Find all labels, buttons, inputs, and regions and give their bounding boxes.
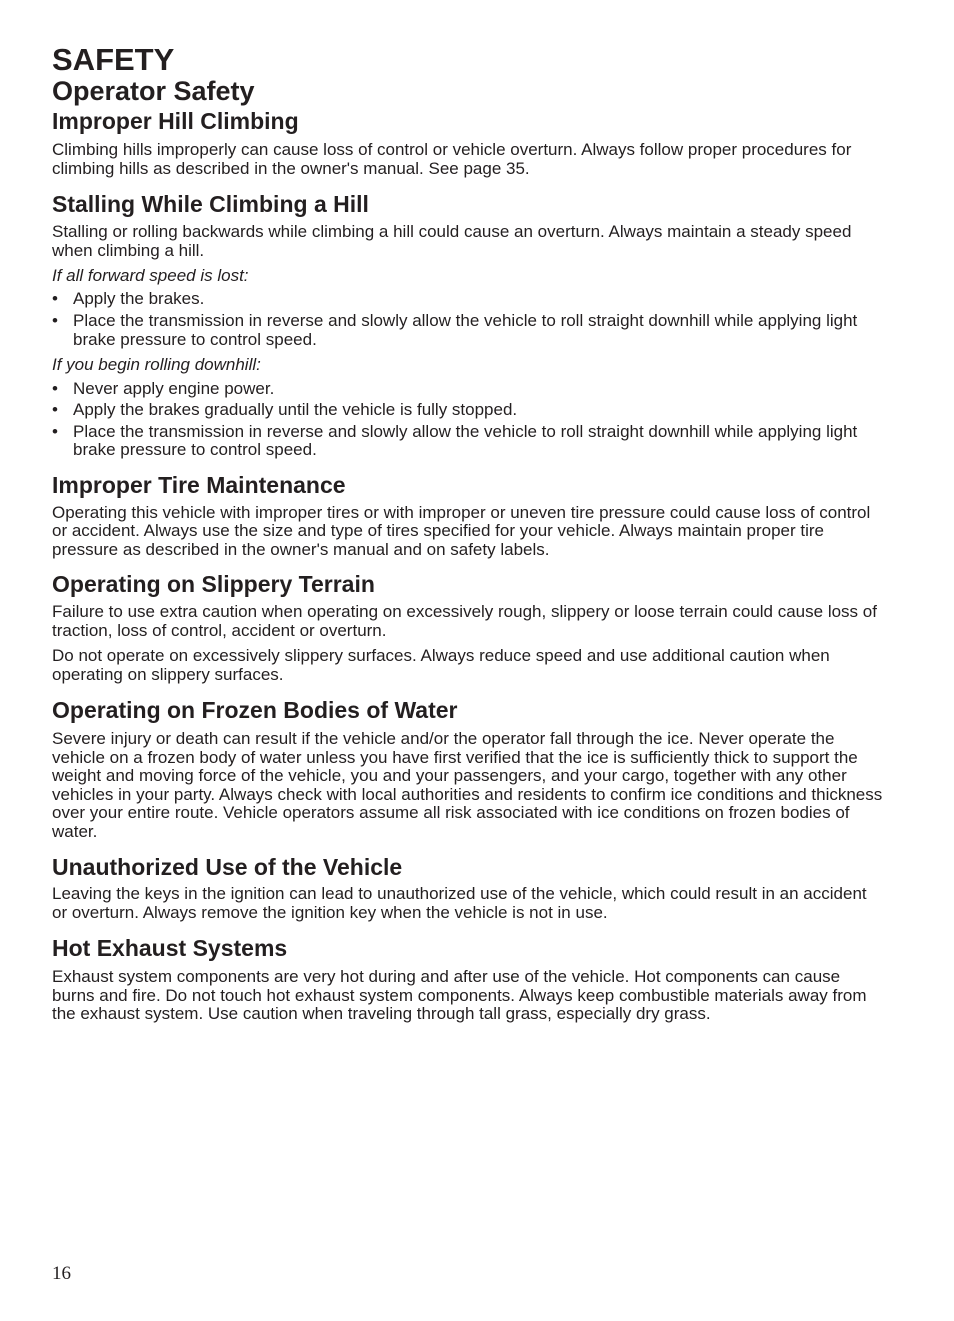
paragraph-exhaust: Exhaust system components are very hot during and after use of the vehicle. Hot components can cause burns and fire. Do not touch hot exhaust system components. Always keep combustible materials away from the exhaust system. Use caution when traveling through tall grass, especially dry grass. [52, 967, 867, 1023]
label-rolling-downhill: If you begin rolling downhill: [52, 355, 261, 374]
heading-hill-climbing: Improper Hill Climbing [52, 108, 299, 134]
list-item: • Place the transmission in reverse and slowly allow the vehicle to roll straight downhill while applying light brake pressure to control speed. [52, 421, 858, 459]
list-forward-speed-lost [52, 290, 884, 350]
heading-slippery: Operating on Slippery Terrain [52, 571, 375, 597]
paragraph-frozen: Severe injury or death can result if the vehicle and/or the operator fall through the ice. Never operate the vehicle on a frozen body of water unless you have first verified that the ice is sufficiently thick to support the weight and moving force of the vehicle, you and your passengers, and your cargo, together with any other vehicles in your party. Always check with local authorities and residents to confirm ice conditions and thickness over your entire route. Vehicle operators assume all risk associated with ice conditions on frozen bodies of water. [52, 729, 883, 841]
paragraph-hill-climbing: Climbing hills improperly can cause loss of control or vehicle overturn. Always follow proper procedures for climbing hills as described in the owner's manual. See page 35. [52, 140, 852, 178]
list-rolling-downhill [52, 380, 884, 460]
paragraph-stalling: Stalling or rolling backwards while climbing a hill could cause an overturn. Always maintain a steady speed when climbing a hill. [52, 222, 852, 260]
paragraph-tires: Operating this vehicle with improper tires or with improper or uneven tire pressure could cause loss of control or accident. Always use the size and type of tires specified for your vehicle. Always maintain proper tire pressure as described in the owner's manual and on safety labels. [52, 502, 871, 559]
bullet-icon: • [52, 400, 58, 419]
heading-exhaust: Hot Exhaust Systems [52, 935, 288, 961]
list-item: • Apply the brakes gradually until the vehicle is fully stopped. [52, 400, 518, 419]
list-item: • Place the transmission in reverse and slowly allow the vehicle to roll straight downhill while applying light brake pressure to control speed. [52, 311, 858, 349]
list-item: • Apply the brakes. [52, 288, 205, 308]
bullet-icon: • [52, 288, 58, 308]
bullet-icon: • [52, 311, 58, 330]
page-content [52, 40, 884, 1024]
bullet-icon: • [52, 378, 58, 398]
heading-frozen: Operating on Frozen Bodies of Water [52, 697, 458, 723]
paragraph-slippery-2: Do not operate on excessively slippery surfaces. Always reduce speed and use additional caution when operating on slippery surfaces. [52, 646, 830, 684]
page-title: SAFETY [52, 42, 175, 77]
label-forward-speed-lost: If all forward speed is lost: [52, 266, 249, 285]
paragraph-slippery-1: Failure to use extra caution when operating on excessively rough, slippery or loose terrain could cause loss of traction, loss of control, accident or overturn. [52, 602, 877, 640]
heading-tires: Improper Tire Maintenance [52, 471, 346, 498]
paragraph-unauthorized: Leaving the keys in the ignition can lead to unauthorized use of the vehicle, which could result in an accident or overturn. Always remove the ignition key when the vehicle is not in use. [52, 884, 867, 922]
section-title: Operator Safety [52, 76, 255, 106]
bullet-icon: • [52, 421, 58, 441]
list-item: • Never apply engine power. [52, 378, 275, 398]
heading-stalling: Stalling While Climbing a Hill [52, 191, 369, 217]
page-number: 16 [52, 1263, 71, 1284]
heading-unauthorized: Unauthorized Use of the Vehicle [52, 854, 403, 880]
